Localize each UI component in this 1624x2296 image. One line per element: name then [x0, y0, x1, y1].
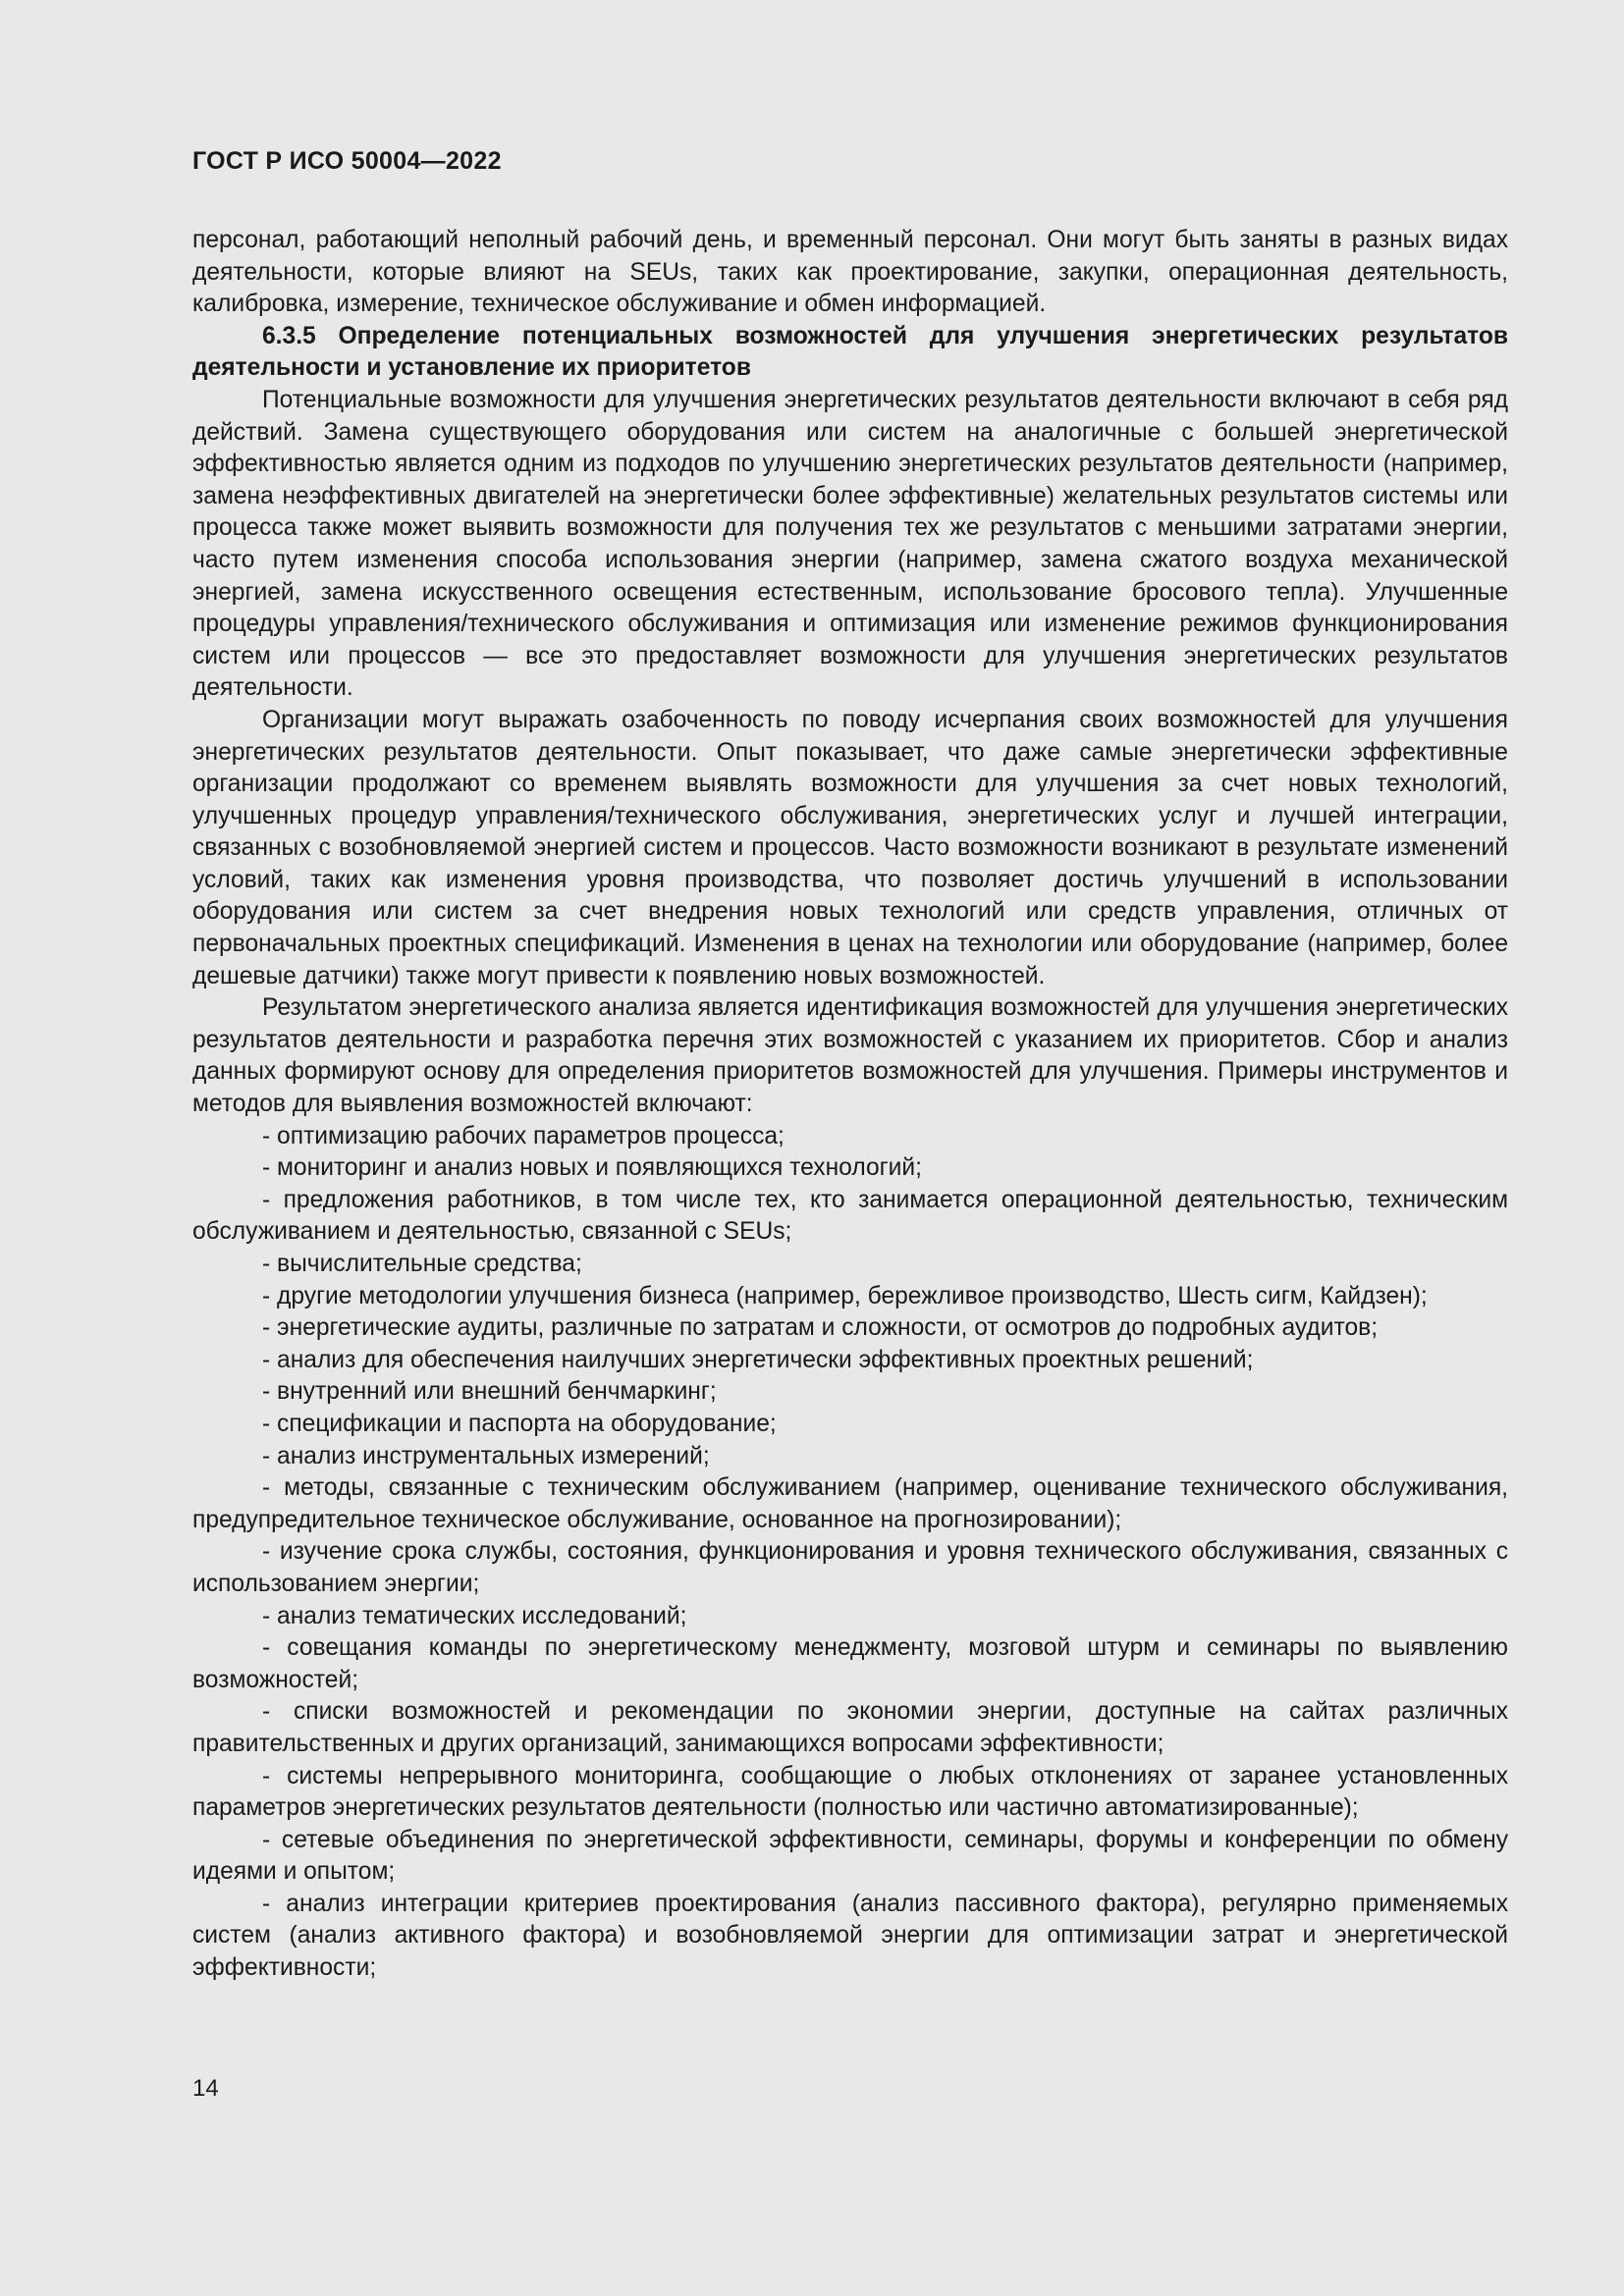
list-item: - изучение срока службы, состояния, функционирования и уровня технического обслуживания, связанных с использованием энергии;	[192, 1538, 1508, 1597]
document-header: ГОСТ Р ИСО 50004—2022	[192, 147, 502, 175]
continuation-paragraph: персонал, работающий неполный рабочий день, и временный персонал. Они могут быть заняты в разных видах деятельности, которые влияют на SEUs, таких как проектирование, закупки, операционная деятельность, калибровка, измерение, техническое обслуживание и обмен информацией.	[192, 227, 1508, 318]
list-item: - оптимизацию рабочих параметров процесса;	[262, 1122, 785, 1149]
list-item: - мониторинг и анализ новых и появляющихся технологий;	[262, 1154, 922, 1182]
body-paragraph: Результатом энергетического анализа является идентификация возможностей для улучшения энергетических результатов деятельности и разработка перечня этих возможностей с указанием их приоритетов. Сбор и анализ данных формируют основу для определения приоритетов возможностей для улучшения. Примеры инструментов и методов для выявления возможностей включают:	[192, 994, 1508, 1118]
list-item: - списки возможностей и рекомендации по экономии энергии, доступные на сайтах различных правительственных и других организаций, занимающихся вопросами эффективности;	[192, 1698, 1508, 1757]
list-item: - анализ инструментальных измерений;	[262, 1442, 710, 1469]
list-item: - совещания команды по энергетическому менеджменту, мозговой штурм и семинары по выявлению возможностей;	[192, 1634, 1508, 1693]
list-item: - анализ интеграции критериев проектирования (анализ пассивного фактора), регулярно применяемых систем (анализ активного фактора) и возобновляемой энергии для оптимизации затрат и энергетической эффективности;	[192, 1890, 1508, 1982]
list-item: - спецификации и паспорта на оборудование;	[262, 1410, 777, 1437]
list-item: - другие методологии улучшения бизнеса (например, бережливое производство, Шесть сигм, Кайдзен);	[262, 1282, 1428, 1309]
list-item: - внутренний или внешний бенчмаркинг;	[262, 1378, 717, 1406]
methods-list	[192, 1121, 1508, 1985]
list-item: - системы непрерывного мониторинга, сообщающие о любых отклонениях от заранее установленных параметров энергетических результатов деятельности (полностью или частично автоматизированные);	[192, 1762, 1508, 1822]
list-item: - анализ для обеспечения наилучших энергетически эффективных проектных решений;	[262, 1346, 1254, 1373]
document-page	[192, 0, 1508, 2296]
list-item: - вычислительные средства;	[262, 1251, 582, 1277]
list-item: - сетевые объединения по энергетической эффективности, семинары, форумы и конференции по обмену идеями и опытом;	[192, 1826, 1508, 1886]
list-item: - методы, связанные с техническим обслуживанием (например, оценивание технического обслуживания, предупредительное техническое обслуживание, основанное на прогнозировании);	[192, 1474, 1508, 1533]
list-item: - предложения работников, в том числе тех, кто занимается операционной деятельностью, техническим обслуживанием и деятельностью, связанной с SEUs;	[192, 1186, 1508, 1246]
document-body	[192, 225, 1508, 1985]
body-paragraph: Потенциальные возможности для улучшения энергетических результатов деятельности включают в себя ряд действий. Замена существующего оборудования или систем на аналогичные с большей энергетической эффективностью является одним из подходов по улучшению энергетических результатов деятельности (например, замена неэффективных двигателей на энергетически более эффективные) желательных результатов системы или процесса также может выявить возможности для получения тех же результатов с меньшими затратами энергии, часто путем изменения способа использования энергии (например, замена сжатого воздуха механической энергией, замена искусственного освещения естественным, использование бросового тепла). Улучшенные процедуры управления/технического обслуживания и оптимизация или изменение режимов функционирования систем или процессов — все это предоставляет возможности для улучшения энергетических результатов деятельности.	[192, 386, 1508, 702]
section-heading: 6.3.5 Определение потенциальных возможностей для улучшения энергетических результатов деятельности и установление их приоритетов	[192, 322, 1508, 382]
body-paragraph: Организации могут выражать озабоченность по поводу исчерпания своих возможностей для улучшения энергетических результатов деятельности. Опыт показывает, что даже самые энергетически эффективные организации продолжают со временем выявлять возможности для улучшения за счет новых технологий, улучшенных процедур управления/технического обслуживания, энергетических услуг и лучшей интеграции, связанных с возобновляемой энергией систем и процессов. Часто возможности возникают в результате изменений условий, таких как изменения уровня производства, что позволяет достичь улучшений в использовании оборудования или систем за счет внедрения новых технологий или средств управления, отличных от первоначальных проектных спецификаций. Изменения в ценах на технологии или оборудование (например, более дешевые датчики) также могут привести к появлению новых возможностей.	[192, 706, 1508, 989]
list-item: - энергетические аудиты, различные по затратам и сложности, от осмотров до подробных аудитов;	[262, 1314, 1379, 1342]
page-number: 14	[192, 2075, 219, 2102]
list-item: - анализ тематических исследований;	[262, 1602, 687, 1629]
